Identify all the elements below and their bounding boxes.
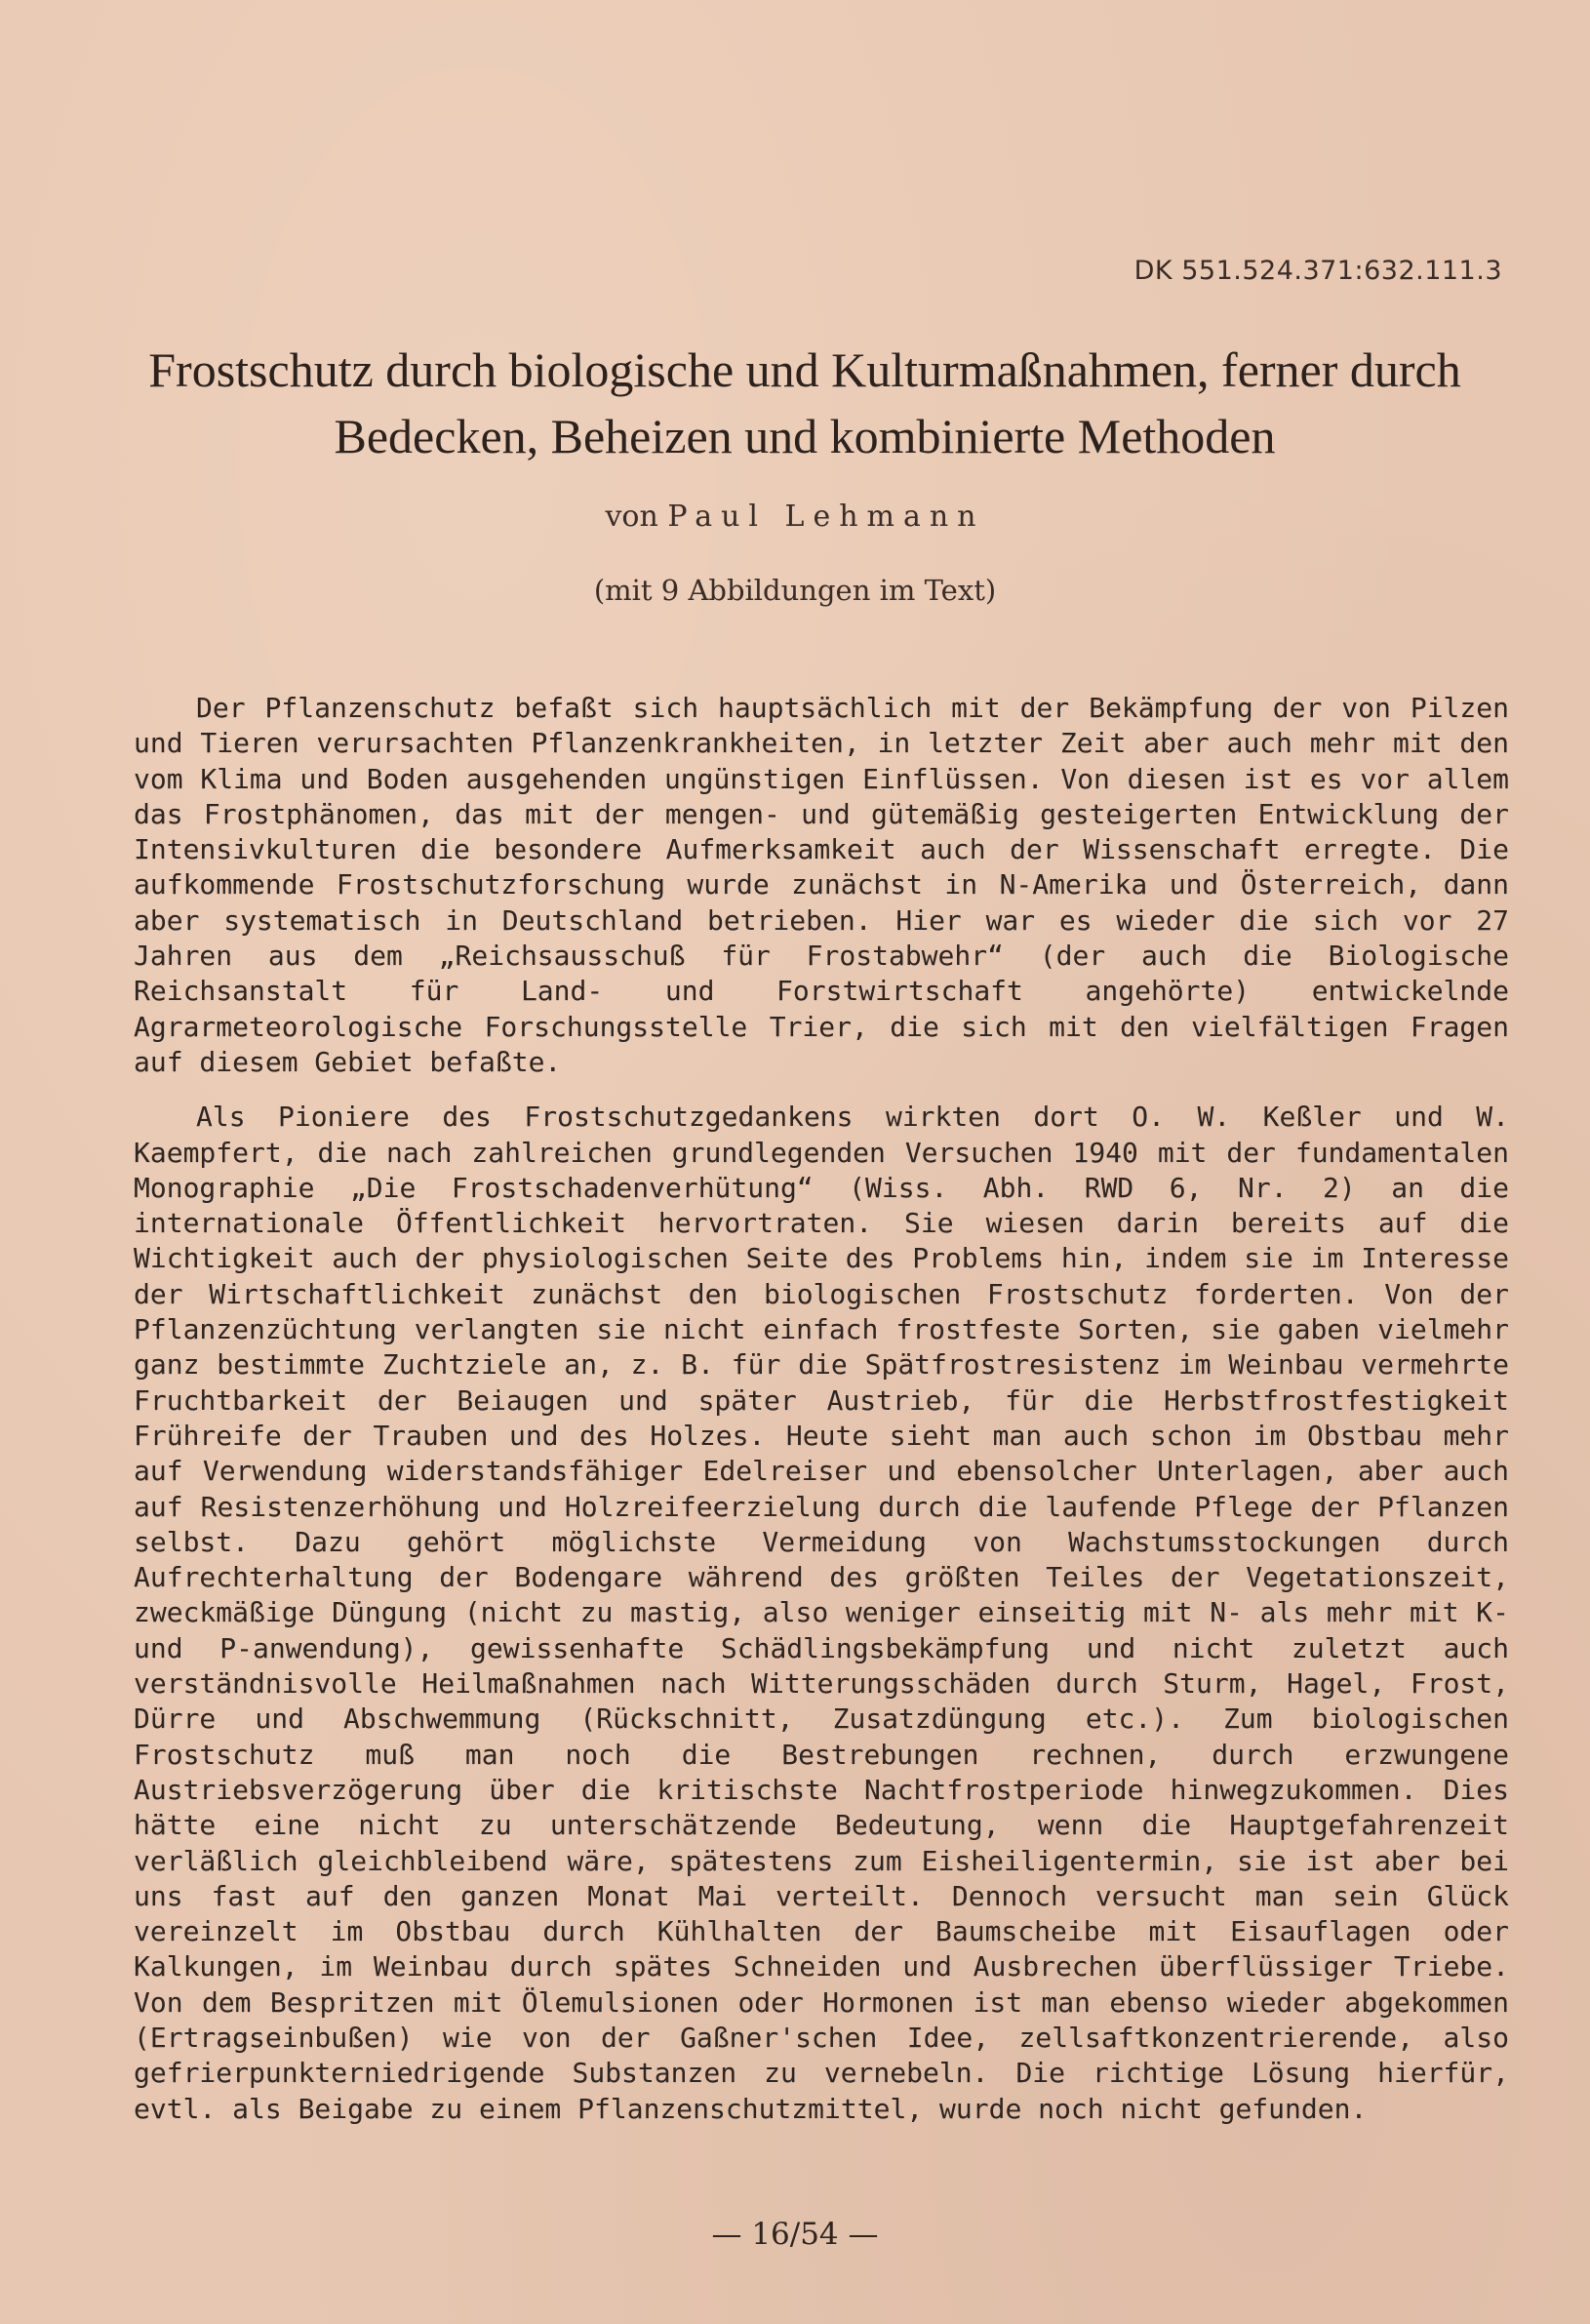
dk-classification: DK 551.524.371:632.111.3: [1133, 256, 1502, 286]
author-prefix: von: [605, 500, 658, 534]
paragraph-1: Der Pflanzenschutz befaßt sich hauptsächlich mit der Bekämpfung der von Pilzen und Tieren verursachten Pflanzenkrankheiten, in letzter Zeit aber auch mehr mit den vom Klima und Boden ausgehenden ungünstigen Einflüssen. Von diesen ist es vor allem das Frostphänomen, das mit der mengen- und gütemäßig gesteigerten Entwicklung der Intensivkulturen die besondere Aufmerksamkeit auch der Wissenschaft erregte. Die aufkommende Frostschutzforschung wurde zunächst in N-Amerika und Österreich, dann aber systematisch in Deutschland betrieben. Hier war es wieder die sich vor 27 Jahren aus dem „Reichsausschuß für Frostabwehr“ (der auch die Biologische Reichsanstalt für Land- und Forstwirtschaft angehörte) entwickelnde Agrarmeteorologische Forschungsstelle Trier, die sich mit den vielfältigen Fragen auf diesem Gebiet befaßte.: [134, 692, 1509, 1078]
figures-note: (mit 9 Abbildungen im Text): [593, 574, 997, 607]
page-number: — 16/54 —: [711, 2217, 879, 2252]
author-name: Paul Lehmann: [667, 500, 985, 534]
paragraph-2: Als Pioniere des Frostschutzgedankens wirkten dort O. W. Keßler und W. Kaempfert, die nach zahlreichen grundlegenden Versuchen 1940 mit der fundamentalen Monographie „Die Frostschadenverhütung“ (Wiss. Abh. RWD 6, Nr. 2) an die internationale Öffentlichkeit hervortraten. Sie wiesen darin bereits auf die Wichtigkeit auch der physiologischen Seite des Problems hin, indem sie im Interesse der Wirtschaftlichkeit zunächst den biologischen Frostschutz forderten. Von der Pflanzenzüchtung verlangten sie nicht einfach frostfeste Sorten, sie gaben vielmehr ganz bestimmte Zuchtziele an, z. B. für die Spätfrostresistenz im Weinbau vermehrte Fruchtbarkeit der Beiaugen und später Austrieb, für die Herbstfrostfestigkeit Frühreife der Trauben und des Holzes. Heute sieht man auch schon im Obstbau mehr auf Verwendung widerstandsfähiger Edelreiser und ebensolcher Unterlagen, aber auch auf Resistenzerhöhung und Holzreifeerzielung durch die laufende Pflege der Pflanzen selbst. Dazu gehört möglichste Vermeidung von Wachstumsstockungen durch Aufrechterhaltung der Bodengare während des größten Teiles der Vegetationszeit, zweckmäßige Düngung (nicht zu mastig, also weniger einseitig mit N- als mehr mit K- und P-anwendung), gewissenhafte Schädlingsbekämpfung und nicht zuletzt auch verständnisvolle Heilmaßnahmen nach Witterungsschäden durch Sturm, Hagel, Frost, Dürre und Abschwemmung (Rückschnitt, Zusatzdüngung etc.). Zum biologischen Frostschutz muß man noch die Bestrebungen rechnen, durch erzwungene Austriebsverzögerung über die kritischste Nachtfrostperiode hinwegzukommen. Dies hätte eine nicht zu unterschätzende Bedeutung, wenn die Hauptgefahrenzeit verläßlich gleichbleibend wäre, spätestens zum Eisheiligentermin, sie ist aber bei uns fast auf den ganzen Monat Mai verteilt. Dennoch versucht man sein Glück vereinzelt im Obstbau durch Kühlhalten der Baumscheibe mit Eisauflagen oder Kalkungen, im Weinbau durch spätes Schneiden und Ausbrechen überflüssiger Triebe. Von dem Bespritzen mit Ölemulsionen oder Hormonen ist man ebenso wieder abgekommen (Ertragseinbußen) wie von der Gaßner'schen Idee, zellsaftkonzentrierende, also gefrierpunkterniedrigende Substanzen zu vernebeln. Die richtige Lösung hierfür, evtl. als Beigabe zu einem Pflanzenschutzmittel, wurde noch nicht gefunden.: [134, 1101, 1509, 2125]
article-title-line-2: Bedecken, Beheizen und kombinierte Methoden: [334, 409, 1276, 463]
article-title-line-1: Frostschutz durch biologische und Kulturmaßnahmen, ferner durch: [148, 342, 1461, 397]
author-line: [0, 500, 1590, 534]
article-title: [107, 337, 1502, 469]
article-body: [134, 691, 1509, 2127]
